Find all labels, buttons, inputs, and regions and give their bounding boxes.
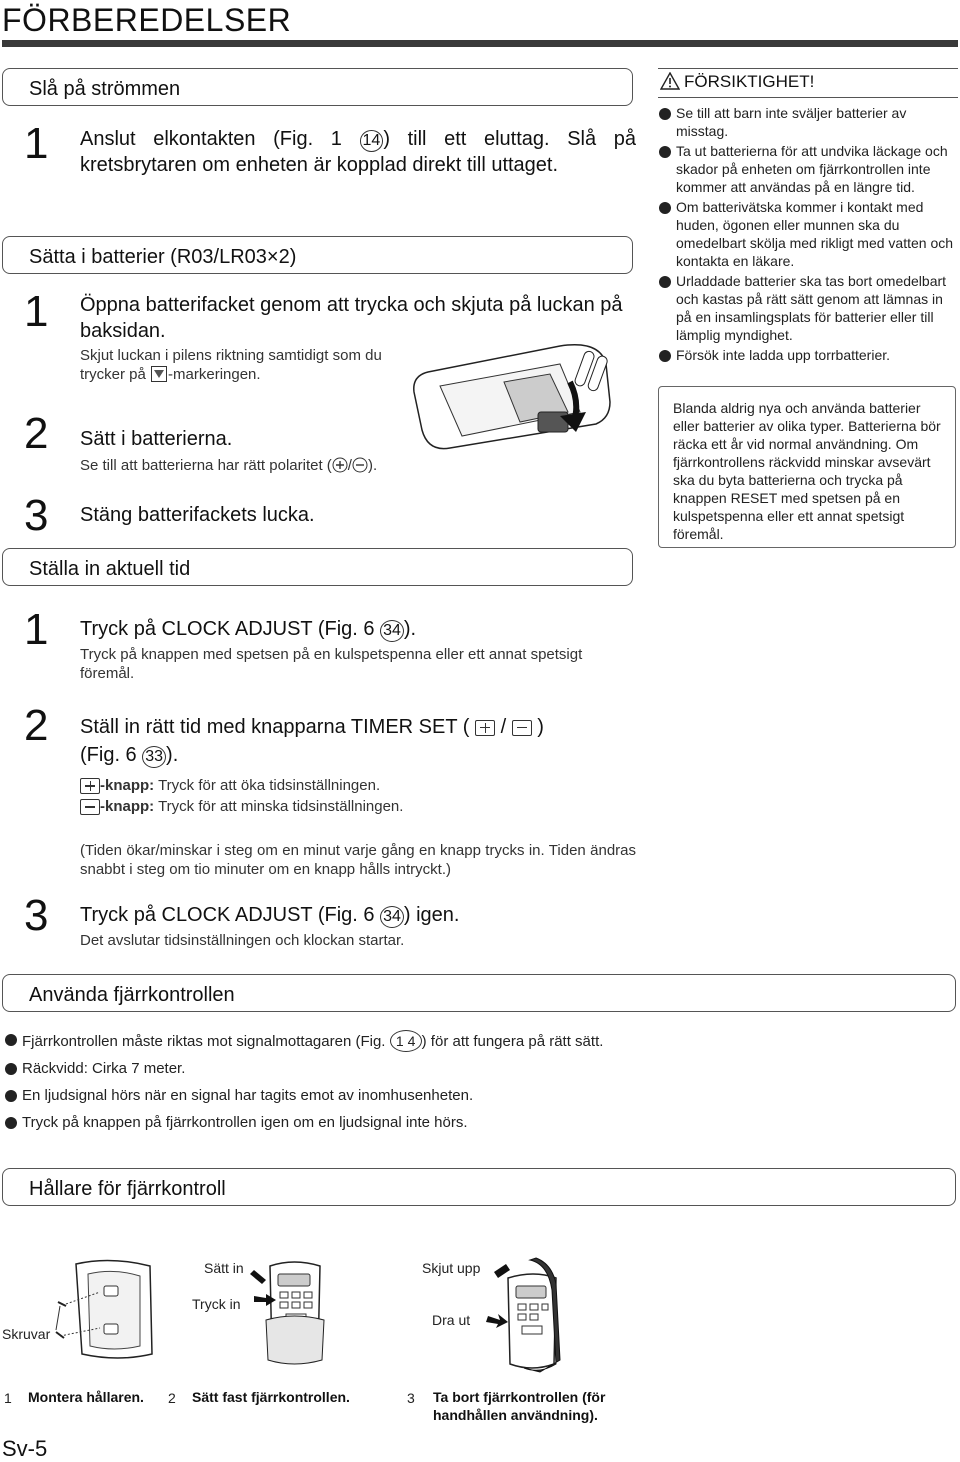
caution-rule [658,97,958,98]
step-number: 2 [24,409,49,458]
pull-out-label: Dra ut [432,1312,471,1328]
plus-button-icon [475,720,495,736]
page-number: Sv-5 [2,1436,48,1461]
step-number: 3 [24,491,49,540]
section-heading-remote: Använda fjärrkontrollen [2,974,956,1012]
minus-button-icon [512,720,532,736]
triangle-mark-icon [151,366,167,387]
insert-label: Sätt in [204,1260,244,1276]
caption-number: 3 [407,1390,415,1406]
section-heading-holder: Hållare för fjärrkontroll [2,1168,956,1206]
holder-figure-3 [486,1258,560,1372]
list-item: Om batterivätska kommer i kontakt med huden, ögonen eller munnen ska du omedelbart skölja med rikligt med vatten och kontakta en läkare. [658,198,958,270]
list-item: Tryck på knappen på fjärrkontrollen igen om en ljudsignal inte hörs. [4,1113,636,1133]
caption-number: 1 [4,1390,12,1406]
battery-note-box: Blanda aldrig nya och använda batterier eller batterier av olika typer. Batterierna bör räcka ett år vid normal användning. Om fjärrkontrollens räckvidd minskar avsevärt ska du byta batterierna och trycka på knappen RESET med spetsen på en kulspetspenna eller ett annat spetsigt föremål. [658,386,956,548]
step-number: 1 [24,287,49,336]
holder-figure-1 [56,1260,152,1358]
warning-triangle-icon [660,72,680,95]
holder-figure-2 [250,1262,324,1364]
plus-polarity-icon [332,457,348,478]
battery-step3-bold: Stäng batterifackets lucka. [80,504,315,526]
caption-remove-remote: Ta bort fjärrkontrollen (för handhållen användning). [433,1389,606,1423]
caption-number: 2 [168,1390,176,1406]
page-title: FÖRBEREDELSER [2,2,292,38]
clock-step3-text: Det avslutar tidsinställningen och klockan startar. [80,932,405,949]
title-rule [2,40,958,47]
list-item: Räckvidd: Cirka 7 meter. [4,1059,636,1079]
section-heading-clock: Ställa in aktuell tid [2,548,633,586]
battery-step2-bold: Sätt i batterierna. [80,428,233,450]
slide-up-label: Skjut upp [422,1260,481,1276]
screws-label: Skruvar [2,1326,51,1342]
caution-list [658,104,958,366]
clock-step1-text: Tryck på knappen med spetsen på en kulspetspenna eller ett annat spetsigt föremål. [80,646,583,682]
plus-button-icon [80,778,100,794]
clock-step2-fig: (Fig. 6 33 ). [80,744,179,766]
list-item: Se till att barn inte sväljer batterier av misstag. [658,104,958,140]
battery-step1-text: Skjut luckan i pilens riktning samtidigt som du trycker på -markeringen. [80,346,420,387]
power-step-text: Anslut elkontakten (Fig. 1 14 ) till ett eluttag. Slå på kretsbrytaren om enheten är kopplad direkt till uttaget. [80,128,636,176]
list-item: Fjärrkontrollen måste riktas mot signalmottagaren (Fig. 1 4 ) för att fungera på rätt sätt. [4,1030,636,1052]
step-number: 3 [24,891,49,940]
ref-circle: 33 [142,746,166,768]
ref-circle: 1 4 [390,1030,422,1052]
step-number: 2 [24,701,49,750]
remote-list [4,1030,636,1140]
section-heading-batteries: Sätta i batterier (R03/LR03×2) [2,236,633,274]
list-item: Urladdade batterier ska tas bort omedelbart och kastas på rätt sätt genom att lämnas in på en insamlingsplats för batterier eller till lämplig myndighet. [658,272,958,344]
ref-circle: 14 [360,130,384,152]
clock-step2-bold: Ställ in rätt tid med knapparna TIMER SET ( / ) [80,716,544,738]
list-item: Ta ut batterierna för att undvika läckage och skador på enheten om fjärrkontrollen inte kommer att användas på en längre tid. [658,142,958,196]
list-item: En ljudsignal hörs när en signal har tagits emot av inomhusenheten. [4,1086,636,1106]
list-item: Försök inte ladda upp torrbatterier. [658,346,958,364]
clock-step1-bold: Tryck på CLOCK ADJUST (Fig. 6 34 ). [80,618,417,640]
minus-polarity-icon [352,457,368,478]
minus-button-icon [80,799,100,815]
clock-step3-bold: Tryck på CLOCK ADJUST (Fig. 6 34 ) igen. [80,904,460,926]
caption-attach-remote: Sätt fast fjärrkontrollen. [192,1389,350,1405]
section-heading-power: Slå på strömmen [2,68,633,106]
ref-circle: 34 [380,906,404,928]
minus-key-line: -knapp: Tryck för att minska tidsinställningen. [80,797,636,816]
plus-key-line: -knapp: Tryck för att öka tidsinställningen. [80,776,636,795]
battery-step2-text: Se till att batterierna har rätt polaritet ( / ). [80,456,480,478]
clock-step2-note: (Tiden ökar/minskar i steg om en minut varje gång en knapp trycks in. Tiden ändras snabbt i steg om tio minuter om en knapp hålls intryckt.) [80,842,636,878]
step-number: 1 [24,119,49,168]
push-in-label: Tryck in [192,1296,241,1312]
step-number: 1 [24,605,49,654]
caution-heading: FÖRSIKTIGHET! [660,72,814,95]
caution-rule [658,68,958,69]
battery-step1-bold: Öppna batterifacket genom att trycka och skjuta på luckan på baksidan. [80,294,623,342]
caption-mount-holder: Montera hållaren. [28,1389,144,1405]
ref-circle: 34 [380,620,404,642]
